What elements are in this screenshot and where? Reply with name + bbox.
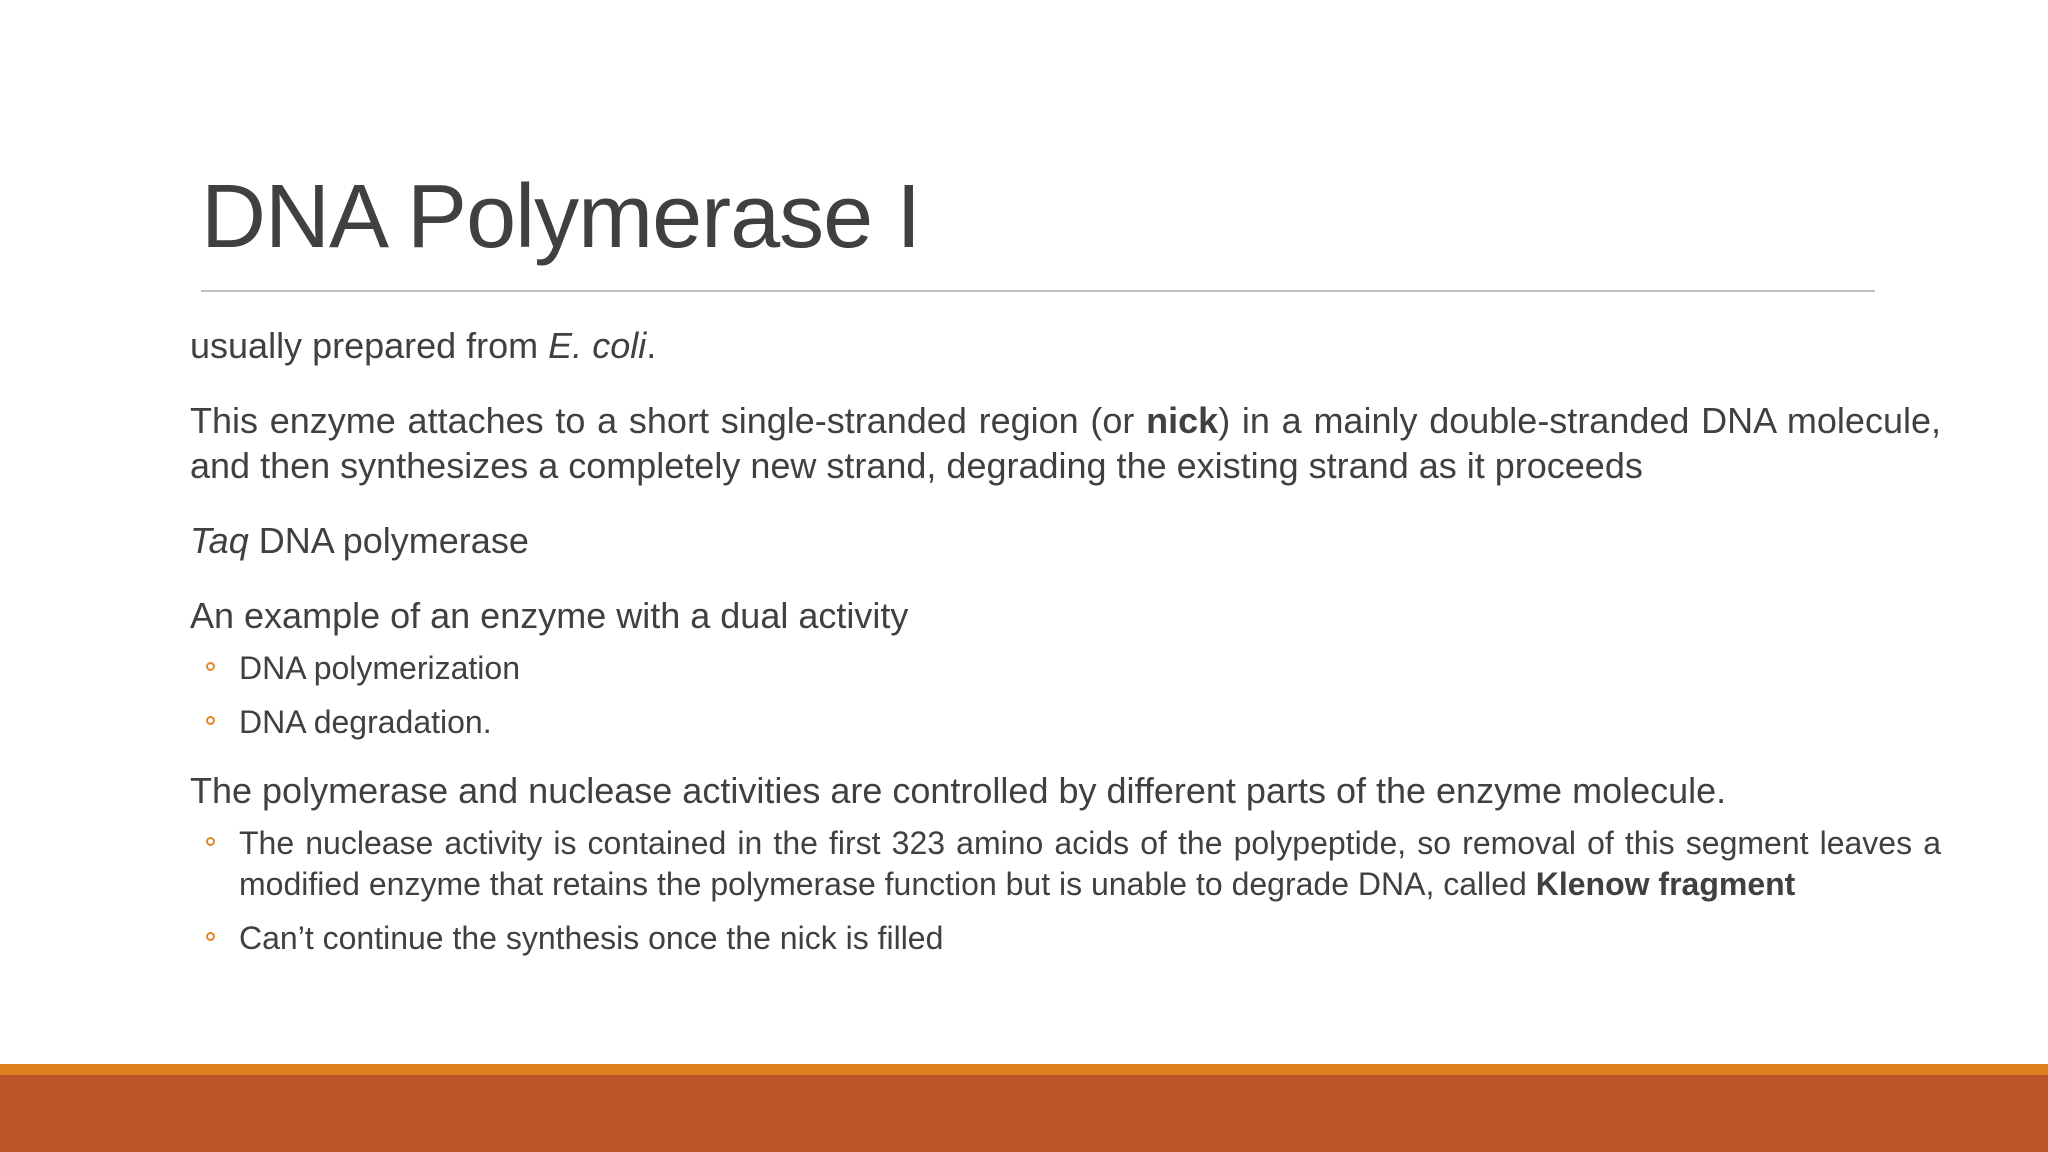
source-prefix: usually prepared from: [190, 325, 549, 366]
klenow-term: Klenow fragment: [1535, 866, 1796, 902]
hollow-circle-bullet-icon: [206, 932, 215, 941]
taq-paragraph: [190, 518, 1941, 563]
title-divider: [201, 290, 1875, 292]
control-heading: The polymerase and nuclease activities are controlled by different parts of the enzyme molecule.: [190, 770, 1727, 811]
footer-band: [0, 1075, 2048, 1152]
hollow-circle-bullet-icon: [206, 837, 215, 846]
nuclease-text: The nuclease activity is contained in the first 323 amino acids of the polypeptide, so removal of this segment leaves a modified enzyme that retains the polymerase function but is unable to degrade DNA, called: [239, 825, 1941, 902]
nick-term: nick: [1146, 400, 1219, 441]
list-item: [190, 918, 1941, 959]
description-after: ) in a mainly double-stranded DNA molecule, and then synthesizes a completely new strand, degrading the existing strand as it proceeds: [190, 400, 1941, 486]
list-item-text: Can’t continue the synthesis once the nick is filled: [239, 920, 944, 956]
slide-title: DNA Polymerase I: [201, 167, 921, 267]
hollow-circle-bullet-icon: [206, 716, 215, 725]
taq-term: Taq: [190, 520, 249, 561]
description-before: This enzyme attaches to a short single-stranded region (or: [190, 400, 1147, 441]
footer-accent-stripe: [0, 1064, 2048, 1075]
taq-rest: DNA polymerase: [248, 520, 529, 561]
description-paragraph: [190, 398, 1941, 488]
control-list: [190, 823, 1941, 959]
list-item: [190, 648, 1941, 689]
source-suffix: .: [646, 325, 657, 366]
dual-activity-heading: An example of an enzyme with a dual activity: [190, 595, 909, 636]
source-paragraph: [190, 323, 1941, 368]
hollow-circle-bullet-icon: [206, 662, 215, 671]
list-item-text: DNA polymerization: [239, 650, 520, 686]
list-item: [190, 702, 1941, 743]
organism-name: E. coli: [548, 325, 647, 366]
dual-activity-list: [190, 648, 1941, 743]
slide-body: [190, 323, 1941, 972]
list-item: [190, 823, 1941, 905]
list-item-text: DNA degradation.: [239, 704, 492, 740]
